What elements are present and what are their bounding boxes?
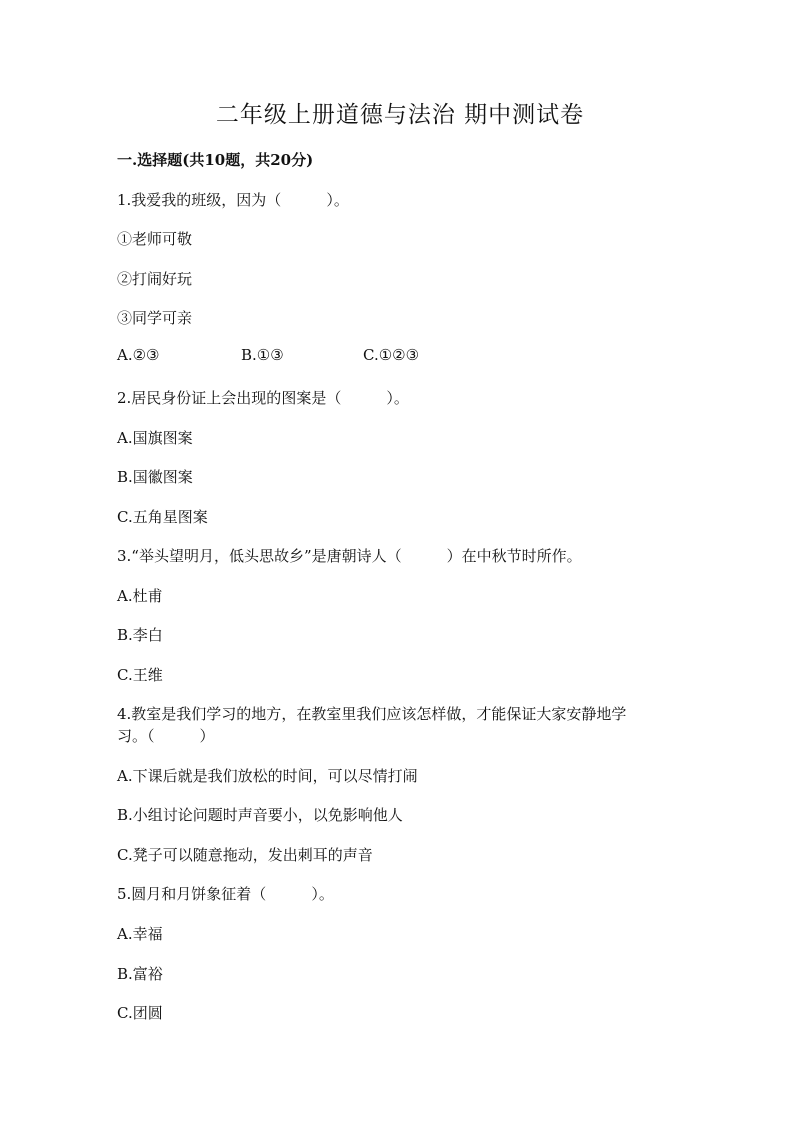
question-1-stem: 1.我爱我的班级，因为（ ）。 [117,191,349,209]
question-4-option-c[interactable]: C.凳子可以随意拖动，发出刺耳的声音 [117,846,373,864]
question-3-stem: 3.“举头望明月，低头思故乡”是唐朝诗人（ ）在中秋节时所作。 [117,547,582,565]
question-1-option-b[interactable]: B.①③ [241,346,284,364]
question-1-statement-1: ①老师可敬 [117,230,193,248]
question-2-option-b[interactable]: B.国徽图案 [117,468,193,486]
question-3-option-a[interactable]: A.杜甫 [117,587,163,605]
question-1-statement-2: ②打闹好玩 [117,270,193,288]
question-5-option-c[interactable]: C.团圆 [117,1004,163,1022]
question-4-stem-line-2: 习。（ ） [117,727,215,745]
question-3-option-c[interactable]: C.王维 [117,666,163,684]
question-1-option-a[interactable]: A.②③ [117,346,160,364]
question-5-stem: 5.圆月和月饼象征着（ ）。 [117,885,334,903]
question-5-option-a[interactable]: A.幸福 [117,925,163,943]
question-2-stem: 2.居民身份证上会出现的图案是（ ）。 [117,389,409,407]
question-1-statement-3: ③同学可亲 [117,309,193,327]
question-5-option-b[interactable]: B.富裕 [117,965,163,983]
page-title: 二年级上册道德与法治 期中测试卷 [215,102,585,128]
question-4-stem-line-1: 4.教室是我们学习的地方，在教室里我们应该怎样做，才能保证大家安静地学 [117,705,627,723]
section-heading: 一.选择题(共10题，共20分) [117,151,314,169]
question-2-option-a[interactable]: A.国旗图案 [117,429,193,447]
question-4-option-a[interactable]: A.下课后就是我们放松的时间，可以尽情打闹 [117,767,418,785]
question-3-option-b[interactable]: B.李白 [117,626,163,644]
question-1-option-c[interactable]: C.①②③ [363,346,420,364]
question-2-option-c[interactable]: C.五角星图案 [117,508,208,526]
question-4-option-b[interactable]: B.小组讨论问题时声音要小，以免影响他人 [117,806,403,824]
